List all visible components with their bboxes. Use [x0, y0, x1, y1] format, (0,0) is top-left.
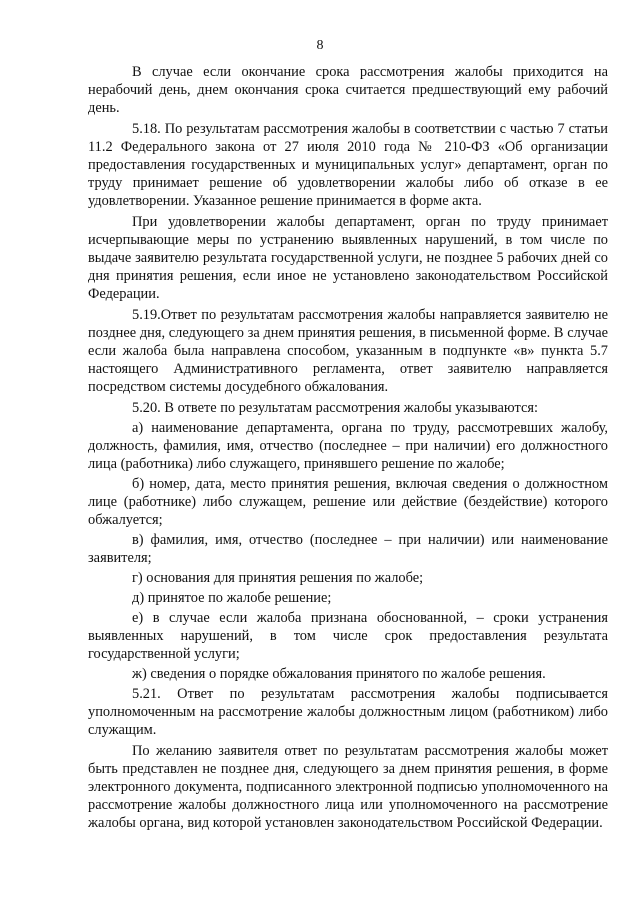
list-item-d: д) принятое по жалобе решение; [132, 590, 332, 606]
paragraph-5-19: 5.19.Ответ по результатам рассмотрения жалобы направляется заявителю не позднее дня, следующего за днем принятия решения, в письменной форме. В случае если жалоба была направлена способом, указанным в подпункте «в» пункта 5.7 настоящего Административного регламента, ответ заявителю направляется посредством системы досудебного обжалования. [88, 307, 608, 395]
list-item-g: г) основания для принятия решения по жалобе; [132, 570, 424, 586]
paragraph-satisfaction-measures: При удовлетворении жалобы департамент, орган по труду принимает исчерпывающие меры по устранению выявленных нарушений, в том числе по выдаче заявителю результата государственной услуги, не позднее 5 рабочих дней со дня принятия решения, если иное не установлено законодательством Российской Федерации. [88, 214, 608, 302]
list-item-zh: ж) сведения о порядке обжалования принятого по жалобе решения. [132, 666, 546, 682]
document-body [88, 63, 608, 835]
list-item-b: б) номер, дата, место принятия решения, включая сведения о должностном лице (работнике) либо служащем, решение или действие (бездействие) которого обжалуется; [88, 476, 608, 528]
list-item-v: в) фамилия, имя, отчество (последнее – при наличии) или наименование заявителя; [88, 532, 608, 566]
paragraph-5-18: 5.18. По результатам рассмотрения жалобы в соответствии с частью 7 статьи 11.2 Федерального закона от 27 июля 2010 года № 210-ФЗ «Об организации предоставления государственных и муниципальных услуг» департамент, орган по труду принимает решение об удовлетворении жалобы либо об отказе в ее удовлетворении. Указанное решение принимается в форме акта. [88, 121, 608, 209]
list-item-a: а) наименование департамента, органа по труду, рассмотревших жалобу, должность, фамилия, имя, отчество (последнее – при наличии) его должностного лица (работника) либо служащего, принявшего решение по жалобе; [88, 420, 608, 472]
paragraph-5-21: 5.21. Ответ по результатам рассмотрения жалобы подписывается уполномоченным на рассмотрение жалобы должностным лицом (работником) либо служащим. [88, 686, 608, 738]
page-number: 8 [316, 38, 324, 53]
paragraph-electronic-answer: По желанию заявителя ответ по результатам рассмотрения жалобы может быть представлен не позднее дня, следующего за днем принятия решения, в форме электронного документа, подписанного электронной подписью уполномоченного на рассмотрение жалобы должностного лица или уполномоченного на рассмотрение жалобы органа, вид которой установлен законодательством Российской Федерации. [88, 743, 608, 831]
paragraph-deadline-nonworking-day: В случае если окончание срока рассмотрения жалобы приходится на нерабочий день, днем окончания срока считается предшествующий ему рабочий день. [88, 64, 608, 116]
paragraph-5-20: 5.20. В ответе по результатам рассмотрения жалобы указываются: [132, 400, 538, 416]
list-item-e: е) в случае если жалоба признана обоснованной, – сроки устранения выявленных нарушений, в том числе срок предоставления результата государственной услуги; [88, 610, 608, 662]
